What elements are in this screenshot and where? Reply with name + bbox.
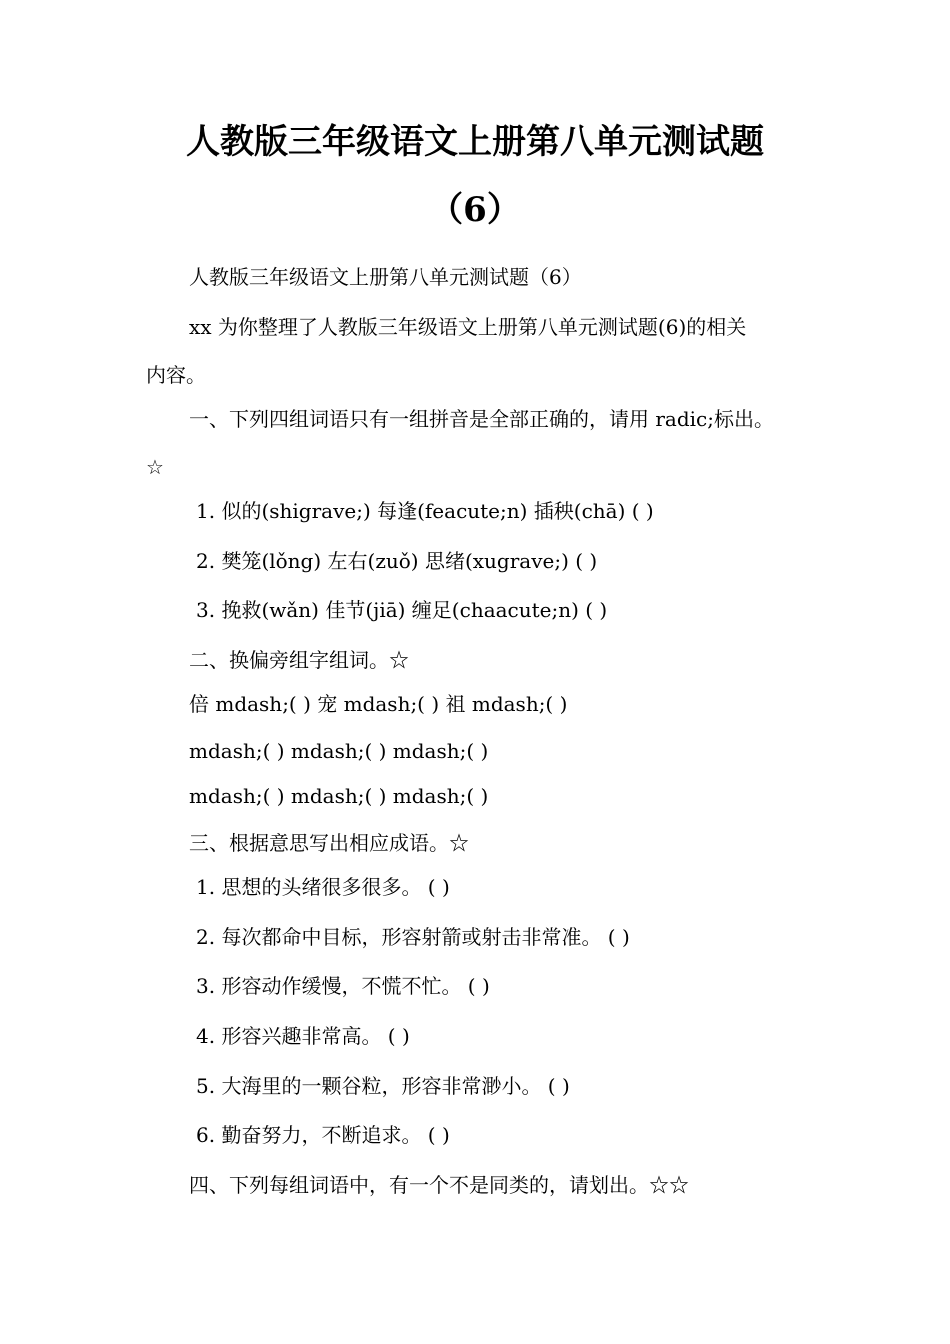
section3-item: 5. 大海里的一颗谷粒，形容非常渺小。 ( ) <box>196 1074 570 1098</box>
section2-row: mdash;( ) mdash;( ) mdash;( ) <box>189 739 489 763</box>
section2-row: 倍 mdash;( ) 宠 mdash;( ) 祖 mdash;( ) <box>189 692 568 716</box>
section3-item: 1. 思想的头绪很多很多。 ( ) <box>196 875 450 899</box>
section3-heading: 三、根据意思写出相应成语。☆ <box>189 831 469 855</box>
intro-paragraph-line2: 内容。 <box>146 363 206 387</box>
section1-item: 3. 挽救(wǎn) 佳节(jiā) 缠足(chaacute;n) ( ) <box>196 598 608 622</box>
star-rating-icon: ☆ <box>146 455 164 479</box>
section3-item: 4. 形容兴趣非常高。 ( ) <box>196 1024 410 1048</box>
section3-item: 6. 勤奋努力，不断追求。 ( ) <box>196 1123 450 1147</box>
section1-item: 2. 樊笼(lǒng) 左右(zuǒ) 思绪(xugrave;) ( ) <box>196 549 598 573</box>
section3-item: 3. 形容动作缓慢，不慌不忙。 ( ) <box>196 974 490 998</box>
document-title-line1: 人教版三年级语文上册第八单元测试题 <box>186 122 764 162</box>
section3-item: 2. 每次都命中目标，形容射箭或射击非常准。 ( ) <box>196 925 630 949</box>
section2-heading: 二、换偏旁组字组词。☆ <box>189 648 409 672</box>
section2-row: mdash;( ) mdash;( ) mdash;( ) <box>189 784 489 808</box>
subtitle-paragraph: 人教版三年级语文上册第八单元测试题（6） <box>189 265 582 289</box>
document-title-line2: （6） <box>429 190 521 230</box>
intro-paragraph-line1: xx 为你整理了人教版三年级语文上册第八单元测试题(6)的相关 <box>189 315 747 339</box>
section1-item: 1. 似的(shigrave;) 每逢(feacute;n) 插秧(chā) ( ) <box>196 499 654 523</box>
section1-heading: 一、下列四组词语只有一组拼音是全部正确的，请用 radic;标出。 <box>189 407 774 431</box>
section4-heading: 四、下列每组词语中，有一个不是同类的，请划出。☆☆ <box>189 1173 689 1197</box>
